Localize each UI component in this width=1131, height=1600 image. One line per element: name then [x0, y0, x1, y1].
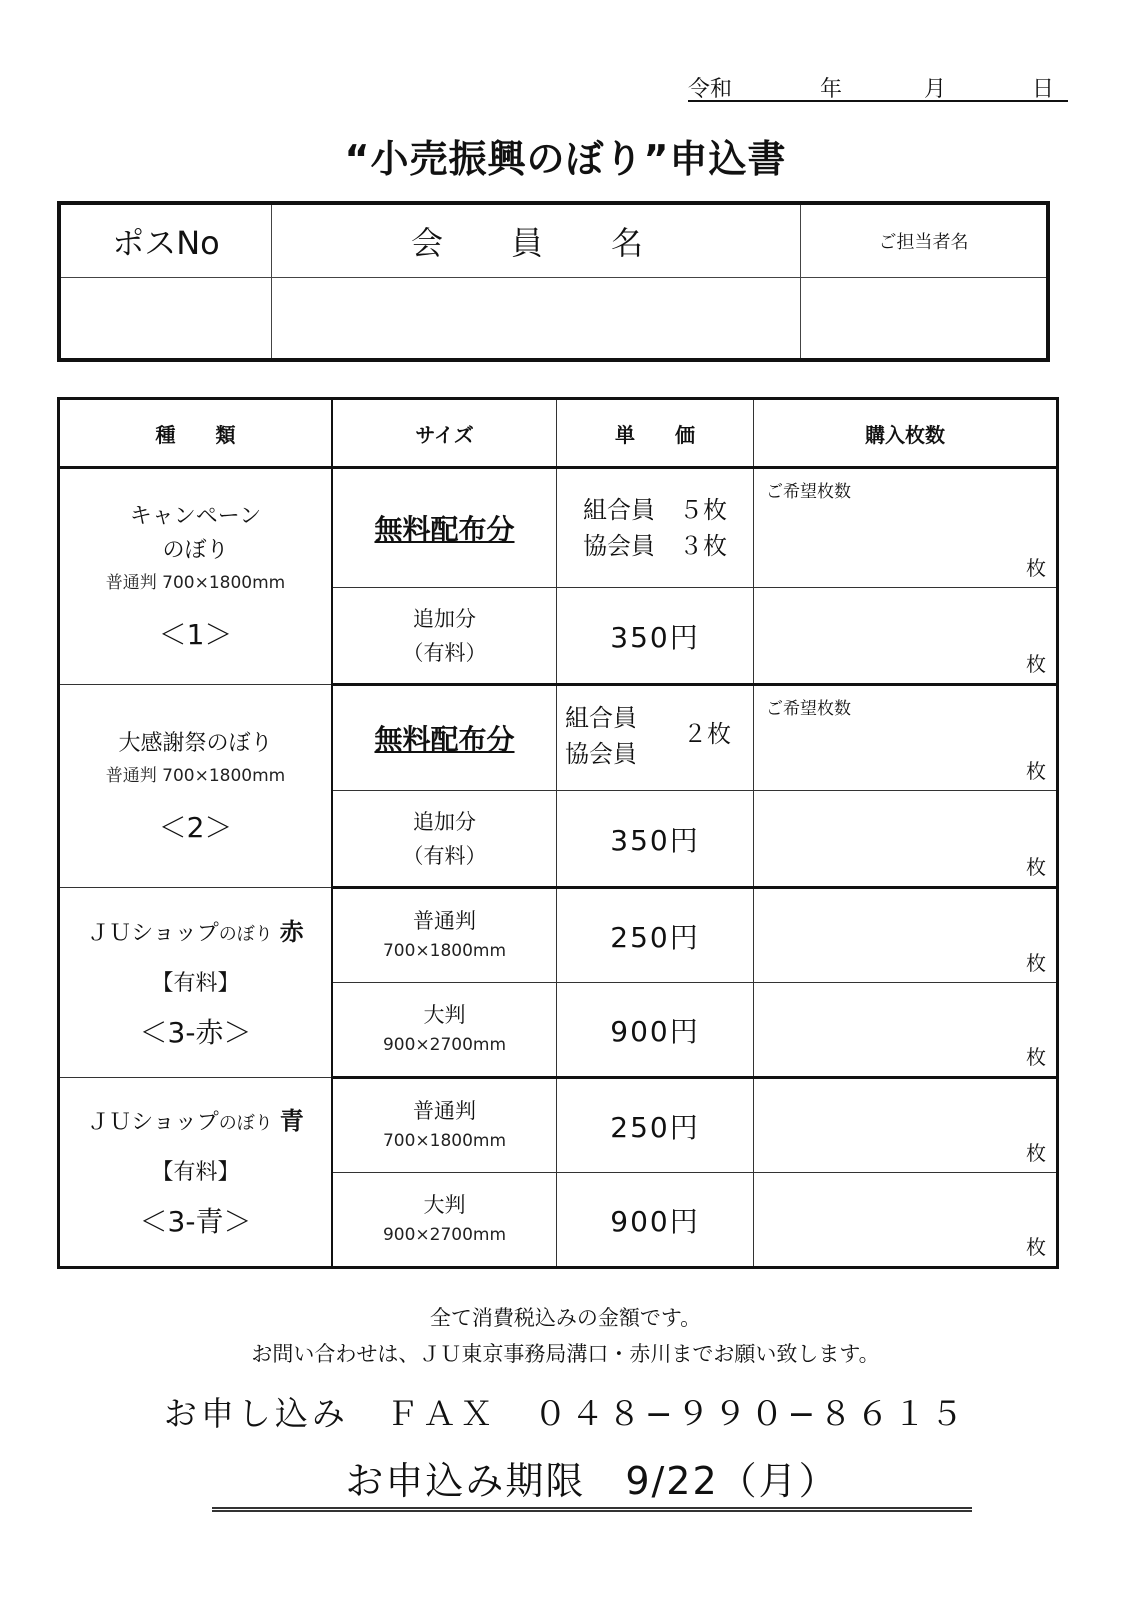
size-name: 大判 [423, 1192, 466, 1217]
kind-thanks [59, 685, 333, 888]
campaign-name: キャンペーン [129, 504, 262, 529]
price-ju-red-std: 250円 [610, 920, 700, 954]
header-size: サイズ [332, 399, 557, 468]
contact-person-field[interactable] [801, 278, 1049, 361]
free-distribution: 無料配布分 [374, 723, 515, 756]
header-quantity: 購入枚数 [754, 399, 1058, 468]
qty-unit: 枚 [1026, 759, 1046, 783]
qty-ju-red-std[interactable] [754, 888, 1058, 983]
qty-campaign-add[interactable] [754, 588, 1058, 685]
header-kind: 種 類 [59, 399, 333, 468]
size-dims: 900×2700mm [382, 1034, 507, 1055]
qty-unit: 枚 [1026, 855, 1046, 879]
add-paid-label: （有料） [402, 843, 487, 868]
add-label: 追加分 [413, 606, 476, 631]
date-day: 日 [1032, 77, 1055, 102]
qty-unit: 枚 [1026, 652, 1046, 676]
date-era: 令和 [688, 77, 733, 102]
ju-blue-paid: 【有料】 [151, 1160, 240, 1185]
price-thanks-add: 350円 [610, 823, 700, 857]
qty-hint: ご希望枚数 [766, 482, 851, 502]
page-title: “小売振興のぼり”申込書 [344, 137, 787, 181]
member-name-header: 会 員 名 [272, 203, 801, 278]
size-name: 大判 [423, 1002, 466, 1027]
pos-no-header: ポスNo [59, 203, 272, 278]
thanks-size: 普通判 700×1800mm [105, 765, 286, 786]
member-name-field[interactable] [272, 278, 801, 361]
deadline: お申込み期限 9/22（月） [212, 1450, 972, 1512]
date-month: 月 [924, 77, 947, 102]
qty-ju-blue-large[interactable] [754, 1173, 1058, 1268]
size-dims: 700×1800mm [382, 1130, 507, 1151]
kind-ju-red [59, 888, 333, 1078]
header-price: 単 価 [557, 399, 754, 468]
contact-person-header: ご担当者名 [801, 203, 1049, 278]
thanks-code: ＜2＞ [158, 810, 233, 844]
campaign-code: ＜1＞ [158, 618, 233, 651]
ju-red-name: ＪＵショップ [87, 920, 219, 946]
price-campaign-add: 350円 [610, 620, 700, 654]
qty-unit: 枚 [1026, 556, 1046, 580]
campaign-size: 普通判 700×1800mm [105, 573, 286, 593]
order-table [57, 397, 1059, 1269]
alloc-assoc: 協会員 [565, 740, 637, 768]
ju-red-paid: 【有料】 [151, 970, 240, 996]
alloc-assoc: 協会員 ３枚 [583, 532, 727, 560]
qty-campaign-free[interactable] [754, 468, 1058, 588]
qty-unit: 枚 [1026, 951, 1046, 975]
qty-ju-red-large[interactable] [754, 983, 1058, 1078]
qty-thanks-free[interactable] [754, 685, 1058, 791]
qty-ju-blue-std[interactable] [754, 1078, 1058, 1173]
date-line[interactable] [688, 70, 1068, 102]
kind-campaign [59, 468, 333, 685]
date-year: 年 [820, 77, 843, 102]
price-ju-blue-std: 250円 [610, 1110, 700, 1144]
add-paid-label: （有料） [402, 640, 487, 665]
ju-blue-color: 青 [279, 1107, 304, 1135]
kind-ju-blue [59, 1078, 333, 1268]
qty-hint: ご希望枚数 [766, 699, 851, 719]
size-dims: 700×1800mm [382, 940, 507, 961]
ju-blue-nobori: のぼり [218, 1113, 273, 1134]
ju-red-color: 赤 [279, 917, 304, 946]
contact-note: お問い合わせは、ＪＵ東京事務局溝口・赤川までお願い致します。 [251, 1342, 880, 1366]
ju-red-nobori: のぼり [218, 923, 273, 945]
add-label: 追加分 [413, 809, 476, 834]
ju-blue-code: ＜3-青＞ [139, 1205, 252, 1238]
ju-blue-name: ＪＵショップ [87, 1110, 219, 1135]
qty-unit: 枚 [1026, 1141, 1046, 1165]
qty-unit: 枚 [1026, 1045, 1046, 1069]
tax-note: 全て消費税込みの金額です。 [429, 1306, 702, 1330]
price-ju-red-large: 900円 [610, 1014, 700, 1048]
alloc-count: ２枚 [683, 720, 731, 748]
size-dims: 900×2700mm [382, 1224, 507, 1245]
size-name: 普通判 [413, 1098, 476, 1123]
fax-number: お申し込み ＦＡＸ ０４８−９９０−８６１５ [163, 1394, 968, 1433]
qty-thanks-add[interactable] [754, 791, 1058, 888]
price-ju-blue-large: 900円 [610, 1204, 700, 1238]
alloc-member: 組合員 ５枚 [583, 496, 727, 524]
campaign-name-2: のぼり [162, 538, 229, 563]
free-distribution: 無料配布分 [374, 513, 515, 546]
ju-red-code: ＜3-赤＞ [139, 1015, 252, 1049]
thanks-name: 大感謝祭のぼり [118, 730, 273, 756]
qty-unit: 枚 [1026, 1235, 1046, 1259]
alloc-member: 組合員 [565, 704, 637, 732]
member-table [57, 201, 1050, 362]
pos-no-field[interactable] [59, 278, 272, 361]
size-name: 普通判 [413, 908, 476, 933]
